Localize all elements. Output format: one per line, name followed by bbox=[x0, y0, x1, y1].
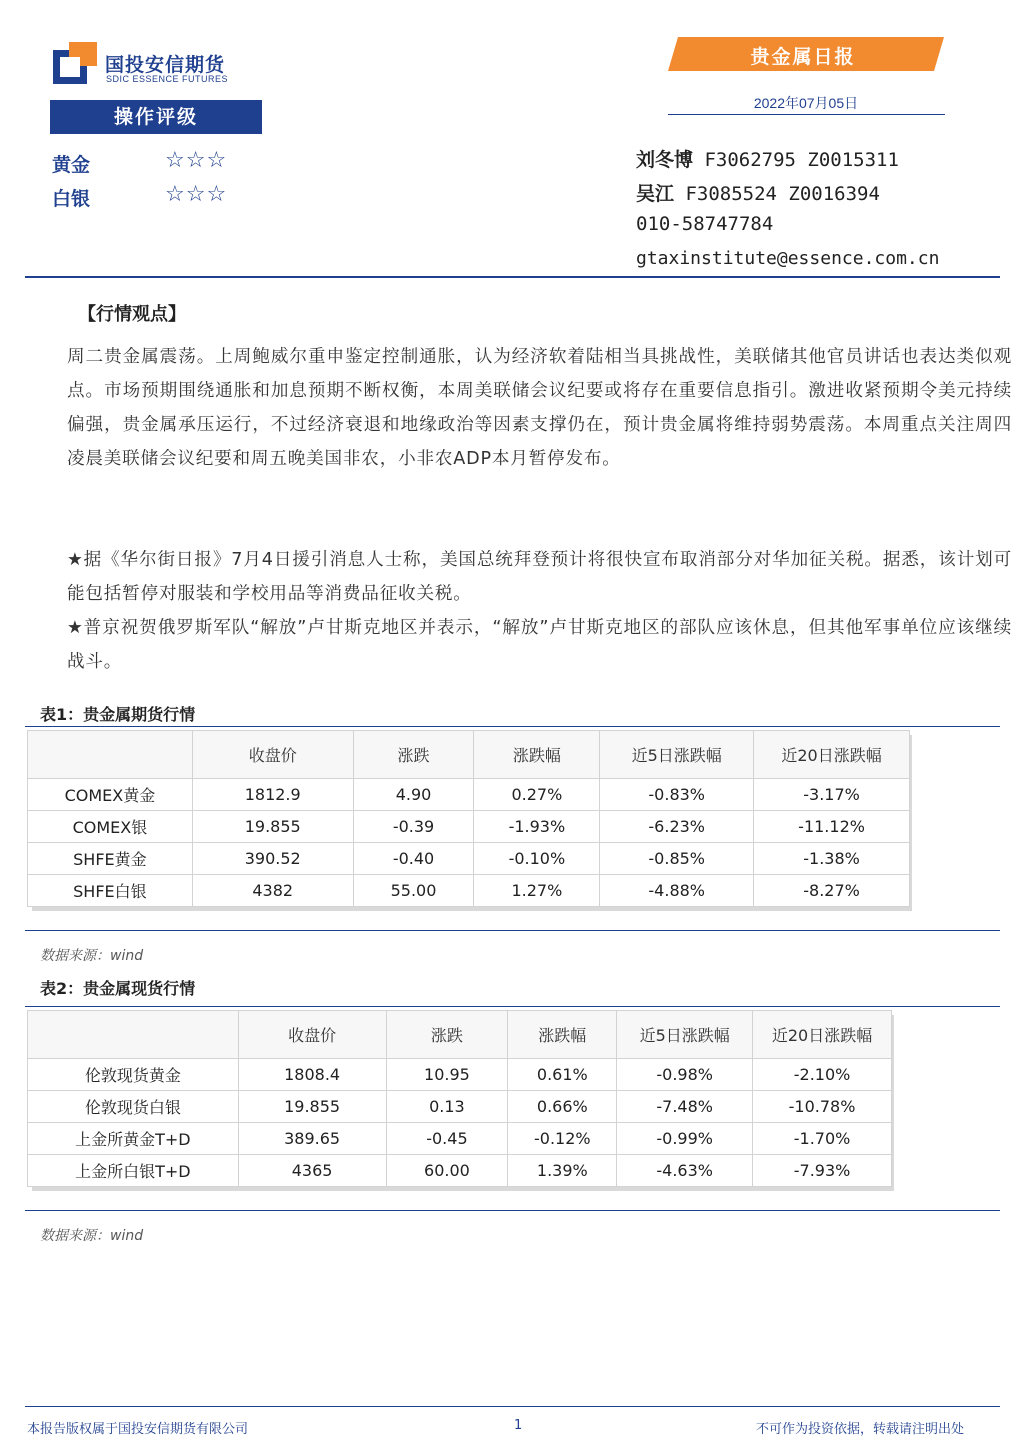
analyst-2-ids: F3085524 Z0016394 bbox=[685, 183, 880, 205]
table-cell: -2.10% bbox=[753, 1059, 892, 1091]
table-cell: -6.23% bbox=[600, 811, 754, 843]
table-cell: 4365 bbox=[238, 1155, 386, 1187]
rating-stars-gold: ☆☆☆ bbox=[165, 148, 228, 173]
table-cell: 0.66% bbox=[508, 1091, 617, 1123]
rating-header: 操作评级 bbox=[50, 100, 262, 134]
table-cell: -4.88% bbox=[600, 875, 754, 907]
table2-title: 表2：贵金属现货行情 bbox=[40, 979, 196, 998]
table-cell: -0.98% bbox=[617, 1059, 753, 1091]
table-header-cell: 近5日涨跌幅 bbox=[600, 731, 754, 779]
analyst-1-ids: F3062795 Z0015311 bbox=[704, 149, 899, 171]
footer-copyright: 本报告版权属于国投安信期货有限公司 bbox=[27, 1422, 249, 1437]
table-header-cell: 涨跌幅 bbox=[474, 731, 600, 779]
table-cell: -7.48% bbox=[617, 1091, 753, 1123]
table1-title: 表1：贵金属期货行情 bbox=[40, 705, 196, 724]
analyst-2-name: 吴江 bbox=[636, 183, 675, 205]
market-view-paragraph: 周二贵金属震荡。上周鲍威尔重申鉴定控制通胀，认为经济软着陆相当具挑战性，美联储其他官员讲话也表达类似观点。市场预期围绕通胀和加息预期不断权衡，本周美联储会议纪要或将存在重要信息指引。激进收紧预期令美元持续偏强，贵金属承压运行，不过经济衰退和地缘政治等因素支撑仍在，预计贵金属将维持弱势震荡。本周重点关注周四凌晨美联储会议纪要和周五晚美国非农，小非农ADP本月暂停发布。 bbox=[67, 347, 1012, 469]
table-cell: 4382 bbox=[192, 875, 353, 907]
table-row bbox=[28, 1155, 892, 1187]
table-cell: 60.00 bbox=[386, 1155, 508, 1187]
header-divider bbox=[25, 276, 1000, 278]
footer-disclaimer: 不可作为投资依据，转载请注明出处 bbox=[756, 1422, 965, 1437]
table-cell: -1.70% bbox=[753, 1123, 892, 1155]
contact-email: gtaxinstitute@essence.com.cn bbox=[636, 248, 940, 269]
table-header-row bbox=[28, 1011, 892, 1059]
table-cell: -11.12% bbox=[754, 811, 910, 843]
table-row bbox=[28, 875, 910, 907]
table-header-cell: 近20日涨跌幅 bbox=[754, 731, 910, 779]
table-cell: -0.83% bbox=[600, 779, 754, 811]
news-item-2: ★普京祝贺俄罗斯军队“解放”卢甘斯克地区并表示，“解放”卢甘斯克地区的部队应该休息，但其他军事单位应该继续战斗。 bbox=[67, 618, 1012, 672]
table-cell: 19.855 bbox=[192, 811, 353, 843]
table-cell: -4.63% bbox=[617, 1155, 753, 1187]
table-header-cell: 近5日涨跌幅 bbox=[617, 1011, 753, 1059]
table-cell: 55.00 bbox=[353, 875, 474, 907]
table-cell: -7.93% bbox=[753, 1155, 892, 1187]
table-cell: -8.27% bbox=[754, 875, 910, 907]
table-cell: -3.17% bbox=[754, 779, 910, 811]
table-cell: -0.85% bbox=[600, 843, 754, 875]
table-cell: COMEX银 bbox=[28, 811, 193, 843]
table2-source: 数据来源：wind bbox=[40, 1228, 144, 1244]
analyst-1 bbox=[636, 145, 899, 172]
table-cell: 0.27% bbox=[474, 779, 600, 811]
table-cell: 1808.4 bbox=[238, 1059, 386, 1091]
table-header-cell bbox=[28, 1011, 239, 1059]
table-cell: 0.61% bbox=[508, 1059, 617, 1091]
table-cell: 伦敦现货黄金 bbox=[28, 1059, 239, 1091]
contact-phone: 010-58747784 bbox=[636, 213, 774, 235]
date-underline bbox=[668, 114, 945, 115]
table-cell: 上金所黄金T+D bbox=[28, 1123, 239, 1155]
table-cell: 0.13 bbox=[386, 1091, 508, 1123]
analyst-1-name: 刘冬博 bbox=[636, 149, 694, 171]
table-header-cell: 收盘价 bbox=[192, 731, 353, 779]
table-cell: -1.38% bbox=[754, 843, 910, 875]
rating-stars-silver: ☆☆☆ bbox=[165, 182, 228, 207]
table-cell: 4.90 bbox=[353, 779, 474, 811]
footer-divider bbox=[25, 1406, 1000, 1407]
table-header-row bbox=[28, 731, 910, 779]
table-cell: 1812.9 bbox=[192, 779, 353, 811]
table-row bbox=[28, 1059, 892, 1091]
table-row bbox=[28, 1123, 892, 1155]
table-cell: 1.27% bbox=[474, 875, 600, 907]
table-row bbox=[28, 779, 910, 811]
table-cell: 389.65 bbox=[238, 1123, 386, 1155]
table-cell: -0.12% bbox=[508, 1123, 617, 1155]
table-header-cell: 涨跌 bbox=[353, 731, 474, 779]
company-logo-icon bbox=[53, 42, 97, 84]
report-title: 贵金属日报 bbox=[750, 46, 856, 68]
table-row bbox=[28, 1091, 892, 1123]
table-cell: 1.39% bbox=[508, 1155, 617, 1187]
page-number: 1 bbox=[514, 1418, 523, 1433]
table1-top-rule bbox=[25, 726, 1000, 727]
company-name-en: SDIC ESSENCE FUTURES bbox=[106, 74, 229, 84]
analyst-2 bbox=[636, 179, 880, 206]
rating-metal-gold: 黄金 bbox=[52, 154, 91, 176]
table1-source: 数据来源：wind bbox=[40, 948, 144, 964]
table-cell: 上金所白银T+D bbox=[28, 1155, 239, 1187]
table-cell: -1.93% bbox=[474, 811, 600, 843]
table-header-cell bbox=[28, 731, 193, 779]
table-cell: SHFE黄金 bbox=[28, 843, 193, 875]
table-cell: -0.45 bbox=[386, 1123, 508, 1155]
company-name: 国投安信期货 bbox=[105, 54, 226, 76]
table1-bottom-rule bbox=[25, 930, 1000, 931]
spot-table bbox=[27, 1010, 892, 1187]
table-row bbox=[28, 811, 910, 843]
table-header-cell: 近20日涨跌幅 bbox=[753, 1011, 892, 1059]
rating-metal-silver: 白银 bbox=[52, 188, 91, 210]
news-item-1: ★据《华尔街日报》7月4日援引消息人士称，美国总统拜登预计将很快宣布取消部分对华加征关税。据悉，该计划可能包括暂停对服装和学校用品等消费品征收关税。 bbox=[67, 550, 1012, 604]
table-header-cell: 涨跌 bbox=[386, 1011, 508, 1059]
table-cell: -0.40 bbox=[353, 843, 474, 875]
table2-top-rule bbox=[25, 1006, 1000, 1007]
table-cell: 伦敦现货白银 bbox=[28, 1091, 239, 1123]
table-cell: -0.10% bbox=[474, 843, 600, 875]
table-header-cell: 收盘价 bbox=[238, 1011, 386, 1059]
table-cell: -10.78% bbox=[753, 1091, 892, 1123]
table-cell: 390.52 bbox=[192, 843, 353, 875]
table-cell: COMEX黄金 bbox=[28, 779, 193, 811]
table-cell: -0.99% bbox=[617, 1123, 753, 1155]
report-date: 2022年07月05日 bbox=[753, 95, 859, 111]
table-header-cell: 涨跌幅 bbox=[508, 1011, 617, 1059]
table-cell: 19.855 bbox=[238, 1091, 386, 1123]
table-cell: 10.95 bbox=[386, 1059, 508, 1091]
table-cell: -0.39 bbox=[353, 811, 474, 843]
table2-bottom-rule bbox=[25, 1210, 1000, 1211]
futures-table bbox=[27, 730, 910, 907]
table-row bbox=[28, 843, 910, 875]
section-title: 【行情观点】 bbox=[78, 304, 186, 325]
table-cell: SHFE白银 bbox=[28, 875, 193, 907]
